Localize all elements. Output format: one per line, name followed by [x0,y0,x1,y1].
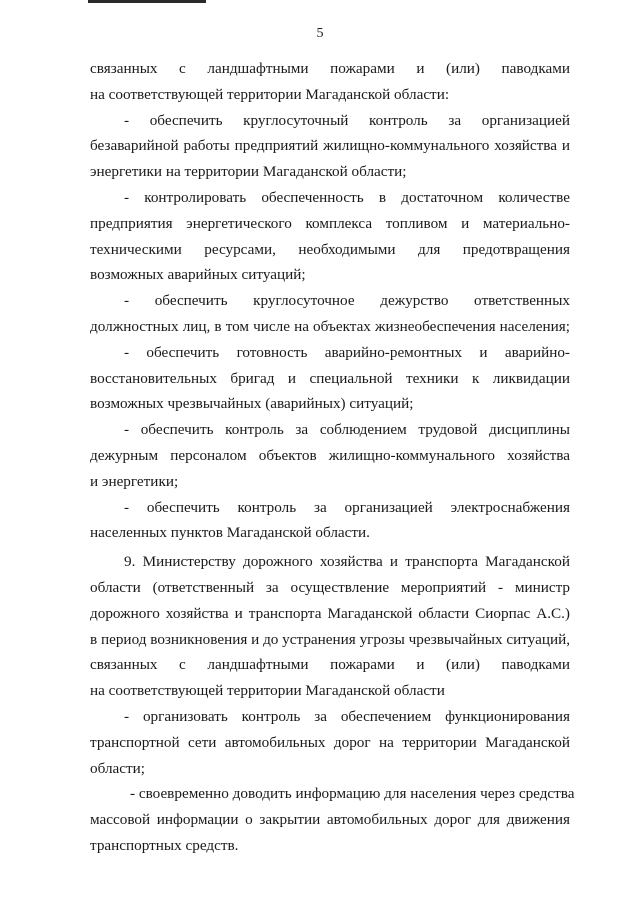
text-line: области (ответственный за осуществление мероприятий - министр [90,578,570,596]
text-line: техническими ресурсами, необходимыми для предотвращения [90,240,570,258]
text-line: возможных чрезвычайных (аварийных) ситуаций; [90,395,414,413]
text-line: области; [90,759,145,777]
text-line: возможных аварийных ситуаций; [90,266,306,284]
section-heading-line: 9. Министерству дорожного хозяйства и транспорта Магаданской [124,553,570,571]
list-item-line: - обеспечить готовность аварийно-ремонтных и аварийно- [124,343,570,361]
list-item-line: - обеспечить круглосуточное дежурство ответственных [124,292,570,310]
text-line: массовой информации о закрытии автомобильных дорог для движения [90,811,570,829]
text-line: в период возникновения и до устранения угрозы чрезвычайных ситуаций, [90,630,570,648]
text-line: связанных с ландшафтными пожарами и (или) паводками [90,60,570,77]
page-number: 5 [316,26,324,41]
text-line: должностных лиц, в том числе на объектах жизнеобеспечения населения; [90,317,570,335]
list-item-line: - своевременно доводить информацию для населения через средства [130,785,575,803]
scan-artifact-line [88,0,206,3]
text-line: на соответствующей территории Магаданской области: [90,85,450,103]
list-item-line: - контролировать обеспеченность в достаточном количестве [124,188,570,206]
text-line: восстановительных бригад и специальной техники к ликвидации [90,369,570,387]
text-line: связанных с ландшафтными пожарами и (или) паводками [90,656,570,674]
text-line: энергетики на территории Магаданской области; [90,163,407,181]
text-line: на соответствующей территории Магаданской области [90,682,445,700]
text-line: транспортной сети автомобильных дорог на территории Магаданской [90,733,570,751]
list-item-line: - обеспечить контроль за организацией электроснабжения [124,498,570,516]
text-line: безаварийной работы предприятий жилищно-коммунального хозяйства и [90,137,570,155]
text-line: населенных пунктов Магаданской области. [90,524,370,542]
list-item-line: - организовать контроль за обеспечением функционирования [124,707,570,725]
document-body [90,56,575,859]
text-line: и энергетики; [90,472,179,490]
text-line: дорожного хозяйства и транспорта Магаданской области Сиорпас А.С.) [90,604,570,622]
text-line: транспортных средств. [90,836,239,854]
text-line: предприятия энергетического комплекса топливом и материально- [90,214,570,232]
list-item-line: - обеспечить контроль за соблюдением трудовой дисциплины [124,421,570,439]
text-line: дежурным персоналом объектов жилищно-коммунального хозяйства [90,446,570,464]
list-item-line: - обеспечить круглосуточный контроль за организацией [124,111,570,129]
